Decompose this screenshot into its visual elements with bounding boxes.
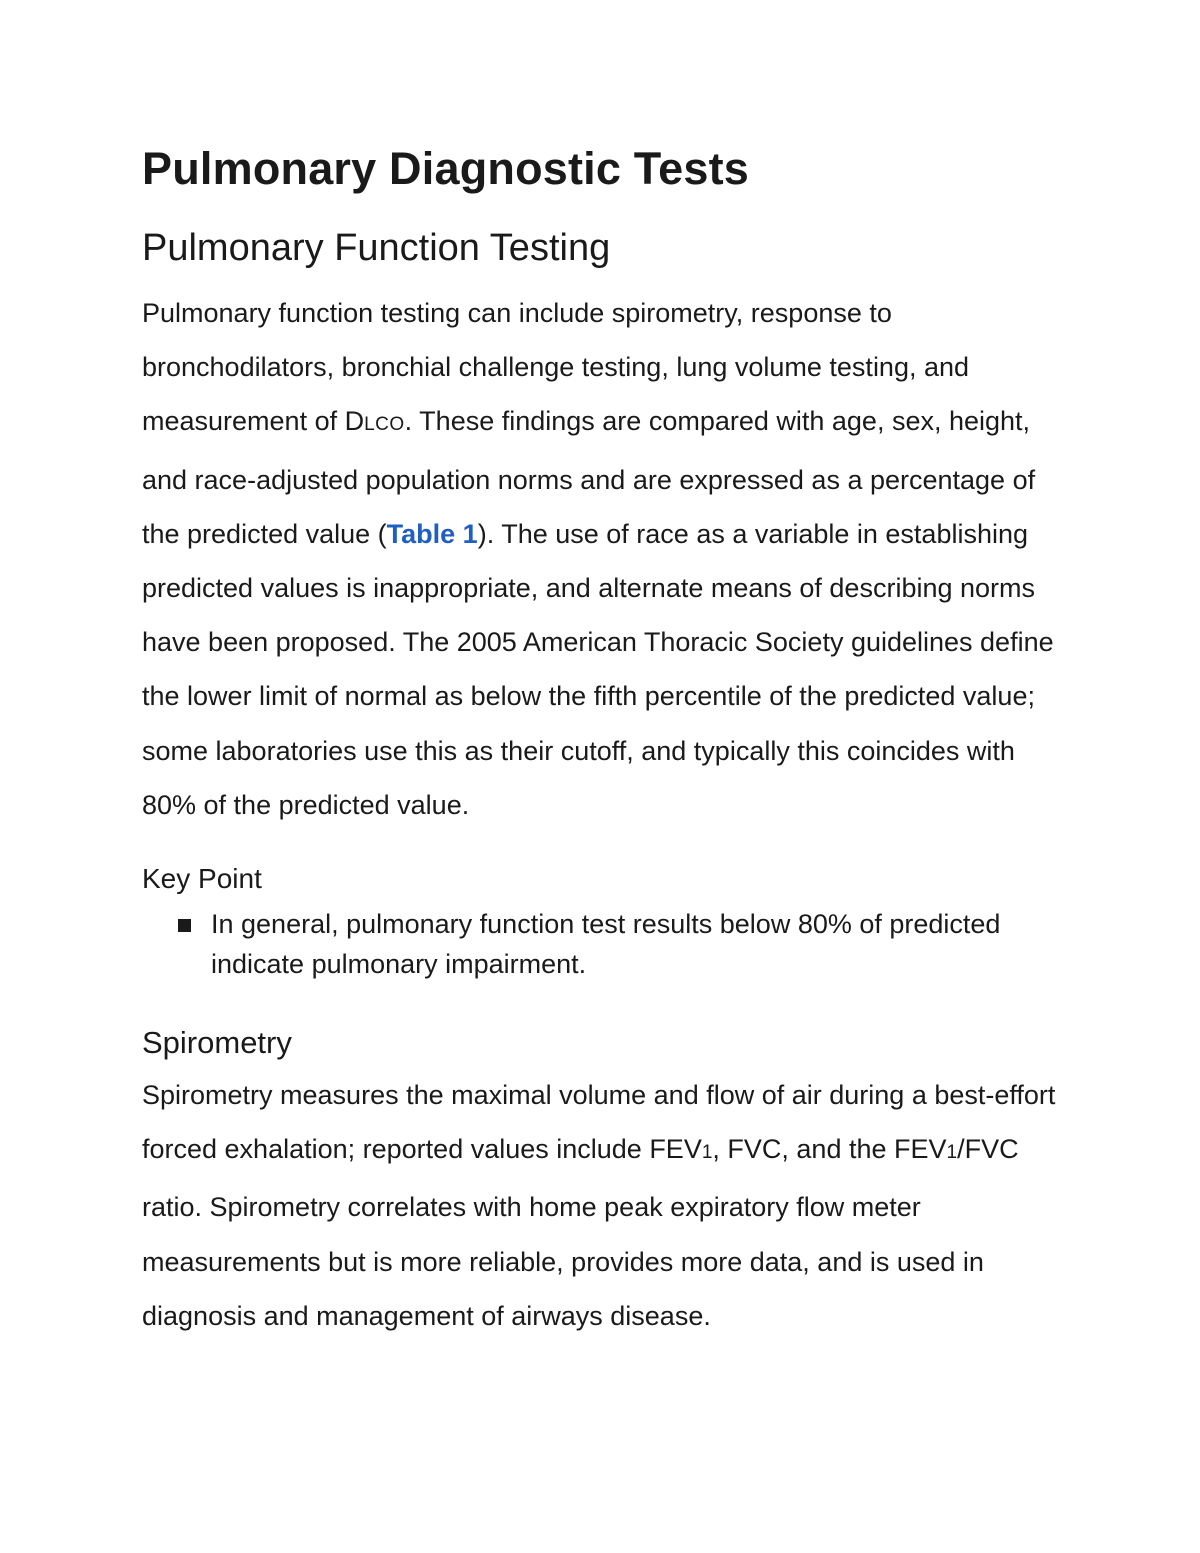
- intro-text-part3: ). The use of race as a variable in establishing predicted values is inappropriate, and alternate means of describing norms have been proposed. The 2005 American Thoracic Society guidelines define the lower limit of normal as below the fifth percentile of the predicted value; some laboratories use this as their cutoff, and typically this coincides with 80% of the predicted value.: [142, 518, 1054, 820]
- spirometry-paragraph: [142, 1068, 1072, 1343]
- key-point-label: Key Point: [142, 863, 262, 895]
- square-bullet-icon: [178, 919, 191, 932]
- document-title: Pulmonary Diagnostic Tests: [142, 143, 750, 194]
- spirometry-text-part1: Spirometry measures the maximal volume and flow of air during a best-effort forced exhalation; reported values include FEV: [142, 1080, 1056, 1165]
- section-title: Pulmonary Function Testing: [142, 227, 611, 269]
- key-point-item: [178, 904, 1072, 984]
- fev1-ratio-subscript: 1: [946, 1142, 958, 1164]
- dlco-subscript: LCO: [364, 414, 405, 436]
- spirometry-title: Spirometry: [142, 1025, 292, 1061]
- intro-text-part1: Pulmonary function testing can include spirometry, response to bronchodilators, bronchial challenge testing, lung volume testing, and measurement of D: [142, 298, 970, 437]
- intro-paragraph: [142, 286, 1072, 832]
- key-point-text: In general, pulmonary function test results below 80% of predicted indicate pulmonary impairment.: [211, 909, 1001, 980]
- spirometry-text-part2: , FVC, and the FEV: [712, 1134, 947, 1165]
- spirometry-text-part3: /FVC ratio. Spirometry correlates with home peak expiratory flow meter measurements but is more reliable, provides more data, and is used in diagnosis and management of airways disease.: [142, 1134, 1019, 1331]
- key-point-list: [142, 904, 1072, 984]
- table-1-link[interactable]: Table 1: [386, 518, 478, 549]
- fev1-subscript: 1: [701, 1142, 713, 1164]
- intro-text-part2: . These findings are compared with age, sex, height, and race-adjusted population norms and are expressed as a percentage of the predicted value (: [142, 406, 1036, 549]
- key-point-box: [142, 854, 1072, 984]
- document-page: [142, 138, 1072, 1343]
